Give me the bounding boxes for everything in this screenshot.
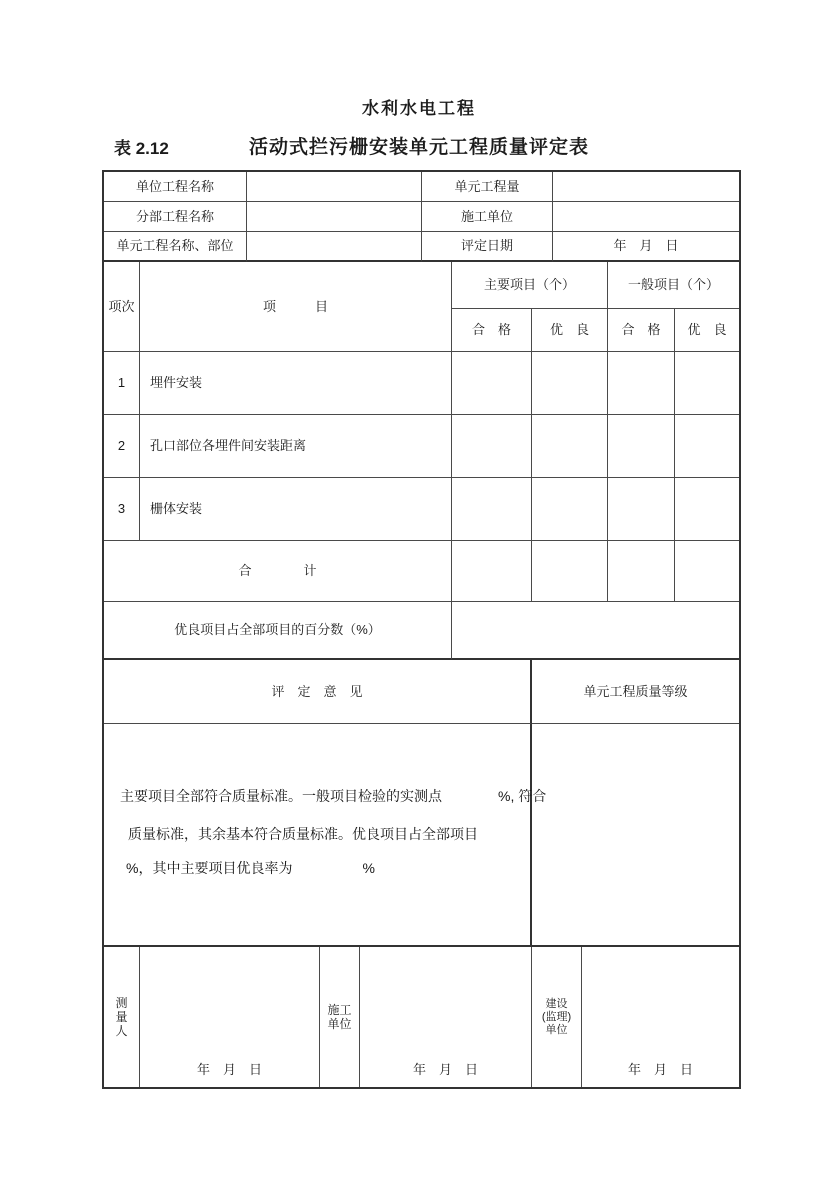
vertical-label-char: 人 <box>115 1024 128 1038</box>
score-cell <box>452 415 532 478</box>
score-cell <box>608 352 675 415</box>
item-2-name: 孔口部位各埋件间安装距离 <box>140 415 452 478</box>
signature-area-owner-supervision-unit <box>582 947 739 1087</box>
header-general-items: 一般项目（个） <box>608 262 739 309</box>
value-unit-name-part <box>247 232 422 262</box>
score-cell <box>675 415 739 478</box>
score-cell <box>608 478 675 541</box>
item-1-index: 1 <box>104 352 140 415</box>
score-cell <box>608 415 675 478</box>
score-cell <box>452 352 532 415</box>
signature-area-construction-unit <box>360 947 532 1087</box>
header-major-excellent: 优 良 <box>532 309 608 352</box>
vertical-label-line: (监理) <box>541 1010 572 1023</box>
grade-header: 单元工程质量等级 <box>532 660 739 724</box>
item-3-index: 3 <box>104 478 140 541</box>
grade-value <box>532 724 739 947</box>
opinion-header: 评 定 意 见 <box>104 660 532 724</box>
opinion-content <box>104 724 547 947</box>
opinion-line-2: 质量标准，其余基本符合质量标准。优良项目占全部项目 <box>128 826 478 842</box>
score-cell <box>452 478 532 541</box>
value-unit-work-quantity <box>553 172 739 202</box>
opinion-line-1: 主要项目全部符合质量标准。一般项目检验的实测点 %, 符合 <box>120 788 547 804</box>
document-title: 活动式拦污栅安装单元工程质量评定表 <box>248 137 589 158</box>
item-1-name: 埋件安装 <box>140 352 452 415</box>
value-unit-project-name <box>247 172 422 202</box>
item-3-name: 栅体安装 <box>140 478 452 541</box>
vertical-label-line: 单位 <box>327 1017 352 1031</box>
value-division-project-name <box>247 202 422 232</box>
score-cell <box>532 352 608 415</box>
signature-date: 年 月 日 <box>412 1062 478 1078</box>
signature-label-measurer <box>104 947 140 1087</box>
item-2-index: 2 <box>104 415 140 478</box>
evaluation-table <box>102 170 741 1089</box>
excellent-percentage-value <box>452 602 739 660</box>
header-major-pass: 合 格 <box>452 309 532 352</box>
signature-date: 年 月 日 <box>196 1062 262 1078</box>
signature-label-owner-supervision-unit <box>532 947 582 1087</box>
signature-date: 年 月 日 <box>627 1062 693 1078</box>
label-unit-work-quantity: 单元工程量 <box>422 172 553 202</box>
total-cell <box>532 541 608 602</box>
total-cell <box>608 541 675 602</box>
label-division-project-name: 分部工程名称 <box>104 202 247 232</box>
header-item-index: 项次 <box>104 262 140 352</box>
vertical-label-line: 建设 <box>545 997 568 1010</box>
score-cell <box>532 478 608 541</box>
table-number: 表 2.12 <box>114 139 169 158</box>
vertical-label-char: 测 <box>115 996 128 1010</box>
excellent-percentage-label: 优良项目占全部项目的百分数（%） <box>104 602 452 660</box>
value-construction-unit <box>553 202 739 232</box>
signature-area-measurer <box>140 947 320 1087</box>
vertical-label-line: 施工 <box>327 1003 352 1017</box>
score-cell <box>675 478 739 541</box>
score-cell <box>675 352 739 415</box>
vertical-label-line: 单位 <box>545 1023 568 1036</box>
vertical-label-char: 量 <box>115 1010 128 1024</box>
value-evaluation-date: 年 月 日 <box>553 232 739 262</box>
total-cell <box>452 541 532 602</box>
header-item-name: 项 目 <box>140 262 452 352</box>
total-label: 合 计 <box>104 541 452 602</box>
label-construction-unit: 施工单位 <box>422 202 553 232</box>
opinion-line-3: %，其中主要项目优良率为 % <box>126 860 375 876</box>
total-cell <box>675 541 739 602</box>
header-major-items: 主要项目（个） <box>452 262 608 309</box>
header-general-excellent: 优 良 <box>675 309 739 352</box>
score-cell <box>532 415 608 478</box>
header-general-pass: 合 格 <box>608 309 675 352</box>
label-unit-project-name: 单位工程名称 <box>104 172 247 202</box>
signature-label-construction-unit <box>320 947 360 1087</box>
document-super-title: 水利水电工程 <box>362 99 476 118</box>
label-evaluation-date: 评定日期 <box>422 232 553 262</box>
label-unit-name-part: 单元工程名称、部位 <box>104 232 247 262</box>
